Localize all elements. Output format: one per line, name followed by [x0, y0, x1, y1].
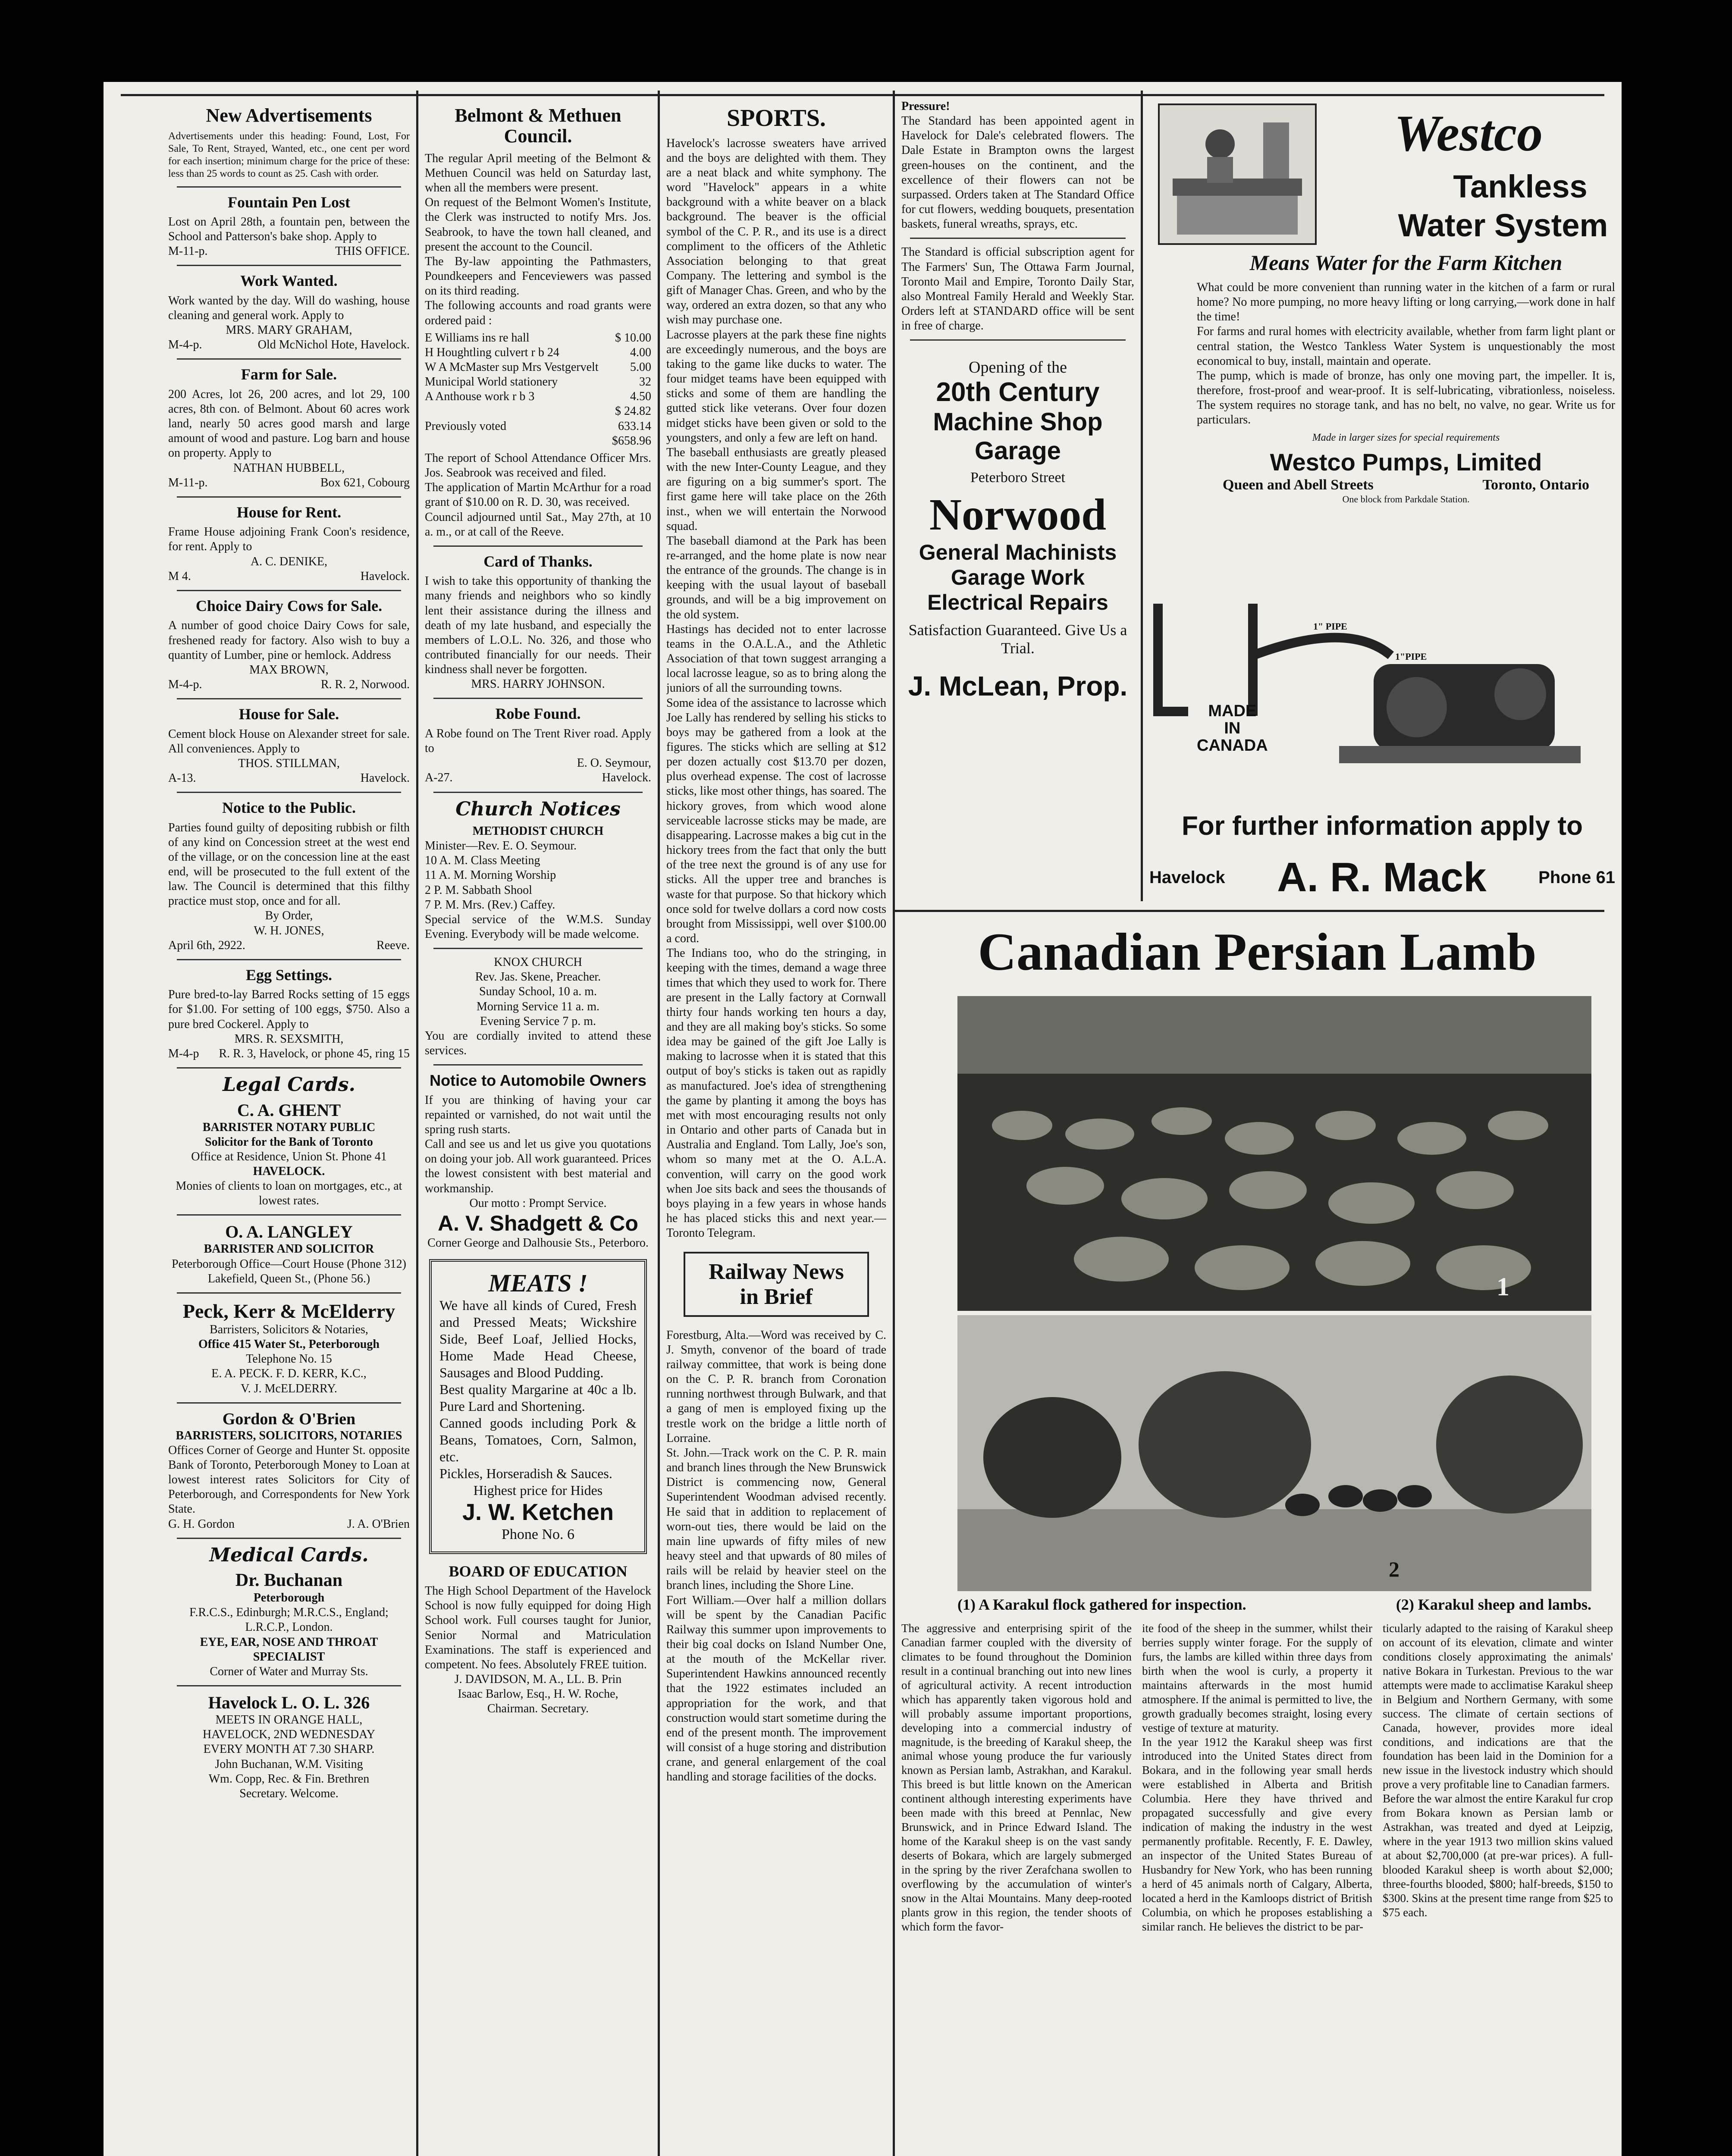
egg-title: Egg Settings.	[245, 966, 333, 984]
section-rule	[893, 910, 1604, 912]
card-line: Office at Residence, Union St. Phone 41	[191, 1150, 387, 1163]
langley-card	[168, 1222, 410, 1286]
account-row: H Houghtling culvert r b 24 4.00	[425, 345, 651, 359]
card-line: Lakefield, Queen St., (Phone 56.)	[207, 1272, 370, 1285]
garage-line: Peterboro Street	[970, 470, 1065, 486]
card-line: Offices Corner of George and Hunter St. opposite Bank of Toronto, Peterborough Money to Loan at lowest interest rates Solicitors for City of Peterborough, and Correspondents for New York State.	[168, 1443, 410, 1516]
meats-text: Pickles, Horseradish & Sauces.	[439, 1466, 612, 1482]
garage-line: Garage	[975, 437, 1061, 465]
new-ads-text: Advertisements under this heading: Found, Lost, For Sale, To Rent, Strayed, Wanted, etc., one cent per word for each insertion; minimum charge for the price of these: less than 25 words to count as 25. Cash with order.	[168, 131, 410, 179]
ad-contact: A. C. DENIKE,	[250, 555, 328, 568]
column-rule	[416, 91, 418, 2156]
church-line: Special service of the W.M.S. Sunday Evening. Everybody will be made welcome.	[425, 912, 651, 941]
church-line: Rev. Jas. Skene, Preacher.	[475, 970, 601, 984]
ad-address: Havelock.	[602, 771, 651, 785]
robe-title: Robe Found.	[495, 705, 581, 723]
garage-ad	[901, 358, 1134, 702]
westco-brand: Westco	[1394, 104, 1543, 162]
column-sports	[666, 99, 886, 1785]
card-name: C. A. GHENT	[237, 1100, 341, 1120]
card-line: BARRISTER NOTARY PUBLIC	[202, 1120, 376, 1134]
newspaper-page	[104, 82, 1622, 2156]
church-line: Sunday School, 10 a. m.	[479, 985, 597, 999]
card-line: E. A. PECK. F. D. KERR, K.C.,	[211, 1367, 367, 1381]
meats-text: Canned goods including Pork & Beans, Tomatoes, Corn, Salmon, etc.	[439, 1415, 637, 1465]
house-rent-title: House for Rent.	[236, 503, 342, 521]
card-line: J. A. O'Brien	[347, 1517, 410, 1531]
card-line: V. J. McELDERRY.	[241, 1382, 337, 1395]
ghent-card	[168, 1100, 410, 1209]
garage-line: Electrical Repairs	[927, 590, 1108, 614]
ad-code: M-4-p.	[168, 677, 202, 691]
pump-illustration	[1149, 604, 1615, 776]
sports-text: The baseball diamond at the Park has been re-arranged, and the home plate is now near the entrance of the grounds. The change is in keeping with the usual layout of baseball grounds, and will be a big improvement on the old system.	[666, 534, 886, 621]
card-line: Peterborough Office—Court House (Phone 312)	[172, 1257, 406, 1271]
railway-news-box	[684, 1252, 869, 1316]
photo-number: 2	[1389, 1557, 1399, 1581]
egg-text: Pure bred-to-lay Barred Rocks setting of 15 eggs for $1.00. For setting of 100 eggs, $750. Also a pure bred Cockerel. Apply to	[168, 988, 410, 1031]
notice-public-title: Notice to the Public.	[222, 799, 356, 817]
railway-title: in Brief	[740, 1284, 813, 1309]
house-sale-title: House for Sale.	[238, 705, 339, 723]
council-text: The report of School Attendance Officer Mrs. Jos. Seabrook was received and filed.	[425, 451, 651, 480]
thanks-sig: MRS. HARRY JOHNSON.	[471, 677, 605, 691]
westco-address: Queen and Abell Streets	[1223, 476, 1374, 493]
column-rule	[1141, 91, 1143, 901]
work-wanted-title: Work Wanted.	[240, 272, 338, 290]
sports-text: The baseball enthusiasts are greatly pleased with the new Inter-County League, and they are figuring on a big summer's sport. The first game here will take place on the 26th inst., when we will entertain the Norwood squad.	[666, 445, 886, 533]
house-rent-ad	[168, 504, 410, 584]
westco-tagline: Means Water for the Farm Kitchen	[1249, 251, 1563, 275]
westco-small: Made in larger sizes for special requirements	[1312, 432, 1500, 443]
westco-further: For further information apply to	[1182, 811, 1583, 841]
card-line: Solicitor for the Bank of Toronto	[205, 1135, 373, 1149]
accounts-list	[425, 331, 651, 448]
meats-text: We have all kinds of Cured, Fresh and Pressed Meats; Wickshire Side, Beef Loaf, Jellied Hocks, Home Made Head Cheese, Sausages and Blood Pudding.	[439, 1297, 637, 1380]
karakul-lambs-photo	[957, 1315, 1591, 1591]
buchanan-card	[168, 1570, 410, 1679]
garage-line: Opening of the	[969, 358, 1067, 377]
made-in-canada: CANADA	[1197, 736, 1268, 755]
church-notices-title: Church Notices	[455, 798, 621, 820]
board-sig: Isaac Barlow, Esq., H. W. Roche,	[458, 1687, 618, 1701]
account-row: W A McMaster sup Mrs Vestgervelt 5.00	[425, 360, 651, 374]
card-line: Corner of Water and Murray Sts.	[210, 1664, 368, 1678]
ad-code: M-4-p.	[168, 338, 202, 352]
auto-notice-text: Call and see us and let us give you quotations on doing your job. All work guaranteed. Prices the lowest consistent with best material and workmanship.	[425, 1138, 651, 1195]
auto-address: Corner George and Dalhousie Sts., Peterboro.	[427, 1236, 649, 1250]
account-row: $ 24.82	[615, 404, 651, 418]
council-text: The By-law appointing the Pathmasters, Poundkeepers and Fenceviewers was passed on its third reading.	[425, 254, 651, 298]
card-line: Barristers, Solicitors & Notaries,	[210, 1322, 368, 1336]
ad-address: Box 621, Cobourg	[320, 476, 410, 489]
ad-contact: NATHAN HUBBELL,	[233, 461, 345, 475]
church-line: 2 P. M. Sabbath Shool	[425, 883, 532, 897]
garage-line: Machine Shop	[933, 408, 1103, 436]
kitchen-illustration	[1158, 103, 1317, 245]
card-line: G. H. Gordon	[168, 1517, 235, 1531]
gordon-card	[168, 1410, 410, 1532]
ad-code: M-11-p.	[168, 244, 208, 258]
card-line: Wm. Copp, Rec. & Fin. Brethren	[208, 1772, 370, 1786]
sports-text: Some idea of the assistance to lacrosse which Joe Lally has rendered by selling his sticks to boys may be gathered from a look at the figures. The sticks which are selling at $12 per dozen actually cost $13.70 per dozen, plus overhead expense. The cost of lacrosse sticks, like most other things, has soared. The hickory groves, from which wood alone serviceable lacrosse sticks may be made, are disappearing. Lacrosse makes a big cut in the hickory trees from the fact that only the butt of the tree next the ground is of any use for sticks. All the upper tree and branches is waste for that purpose. So that hickory which once sold for twelve dollars a cord now costs brought from Mississippi, well over $100.00 a cord.	[666, 696, 886, 946]
westco-address: Toronto, Ontario	[1482, 476, 1589, 493]
ad-address: Old McNichol Hote, Havelock.	[257, 338, 410, 352]
meats-text: Best quality Margarine at 40c a lb. Pure Lard and Shortening.	[439, 1381, 637, 1414]
ad-address: Havelock.	[360, 771, 410, 785]
council-text: The following accounts and road grants were ordered paid :	[425, 299, 651, 327]
sports-title: SPORTS.	[727, 105, 826, 132]
dairy-cows-text: A number of good choice Dairy Cows for sale, freshened ready for factory. Also wish to buy a quantity of Lumber, pine or hemlock. Address	[168, 619, 410, 662]
card-name: O. A. LANGLEY	[225, 1222, 353, 1242]
robe-text: A Robe found on The Trent River road. Apply to	[425, 727, 651, 755]
ad-code: M-4-p	[168, 1047, 199, 1060]
ad-address: Havelock.	[360, 569, 410, 583]
council-text: On request of the Belmont Women's Institute, the Clerk was instructed to notify Mrs. Jos. Seabrook, to have the town hall cleaned, and present the account to the Council.	[425, 196, 651, 254]
card-line: BARRISTER AND SOLICITOR	[204, 1242, 374, 1256]
karakul-flock-photo	[957, 996, 1591, 1311]
sports-text: Havelock's lacrosse sweaters have arrived and the boys are delighted with them. They are a neat black and white symphony. The word "Havelock" appears in a white background with a white beaver on a black background. The beaver is the official symbol of the C. P. R., and its use is a direct compliment to the officers of the Athletic Association belonging to that great Company. The lettering and symbol is the gift of Manager Chas. Green, and who by the way, ordered an extra dozen, so that any who wish may purchase one.	[666, 136, 886, 327]
farm-sale-text: 200 Acres, lot 26, 200 acres, and lot 29, 100 acres, 8th con. of Belmont. About 60 acres work land, nearly 50 acres good marsh and large amount of wood and pasture. Log barn and house on property. Apply to	[168, 387, 410, 460]
railway-title: Railway News	[709, 1260, 844, 1285]
ad-contact: MRS. R. SEXSMITH,	[234, 1032, 344, 1046]
standard-notice: The Standard has been appointed agent in Havelock for Dale's celebrated flowers. The Dale Estate in Brampton owns the largest green-houses on the continent, and the excellence of their flowers can not be surpassed. Orders taken at The Standard Office for cut flowers, wedding bouquets, presentation baskets, funeral wreaths, sprays, etc.	[901, 114, 1134, 231]
auto-firm: A. V. Shadgett & Co	[438, 1211, 638, 1235]
council-title: Belmont & Methuen Council.	[455, 105, 621, 147]
board-text: The High School Department of the Havelock School is now fully equipped for doing High School work. Full courses taught for Junior, Senior Normal and Matriculation Examinations. The staff is experienced and competent. No fees. Absolutely FREE tuition.	[425, 1584, 651, 1671]
board-sig: Chairman. Secretary.	[487, 1702, 589, 1716]
made-in-canada: IN	[1224, 719, 1241, 737]
church-line: 10 A. M. Class Meeting	[425, 854, 540, 868]
ad-code: M-11-p.	[168, 476, 208, 489]
card-line: Telephone No. 15	[246, 1352, 332, 1366]
meats-firm: J. W. Ketchen	[462, 1499, 614, 1526]
new-ads	[168, 105, 410, 180]
westco-company: Westco Pumps, Limited	[1270, 448, 1542, 476]
account-row: $658.96	[612, 434, 651, 448]
work-wanted-ad	[168, 272, 410, 352]
egg-ad	[168, 966, 410, 1061]
standard-notice: The Standard is official subscription agent for The Farmers' Sun, The Ottawa Farm Journal, Toronto Mail and Empire, Toronto Daily Star, also Montreal Family Herald and Weekly Star. Orders left at STANDARD office will be sent in free of charge.	[901, 245, 1134, 333]
council-text: Council adjourned until Sat., May 27th, at 10 a. m., or at call of the Reeve.	[425, 510, 651, 539]
lamb-text: ticularly adapted to the raising of Karakul sheep on account of its elevation, climate and winter conditions closely approximating the animals' native Bokara in Turkestan. Previous to the war attempts were made to acclimatise Karakul sheep in Belgium and Northern Germany, with some success. The climate of certain sections of Canada, however, provides more ideal conditions, and indications are that the foundation has been laid in the Dominion for a new issue in the livestock industry which should prove a very profitable line to Canadian farmers. Before the war almost the entire Karakul fur crop from Bokara known as Persian lamb or Astrakhan, was treated and dyed at Leipzig, where in the year 1913 two million skins valued at about $2,700,000 (at pre-war prices). A full-blooded Karakul sheep is worth about $2,000; three-fourths blooded, $800; half-breeds, $150 to $300. Skins at the present time range from $25 to $75 each.	[1383, 1622, 1613, 1919]
column-notices	[901, 99, 1134, 702]
westco-text: What could be more convenient than running water in the kitchen of a farm or rural home? No more pumping, no more heavy lifting or long carrying,—work done in half the time!	[1197, 281, 1615, 324]
meats-ad	[429, 1259, 647, 1554]
agent-town: Havelock	[1149, 868, 1225, 887]
ad-address: R. R. 3, Havelock, or phone 45, ring 15	[219, 1047, 410, 1060]
pipe-label: 1"PIPE	[1395, 651, 1427, 662]
church-line: Evening Service 7 p. m.	[480, 1014, 596, 1028]
church-line: You are cordially invited to attend these services.	[425, 1029, 651, 1058]
railway-text: Forestburg, Alta.—Word was received by C. J. Smyth, convenor of the board of trade railway committee, that work is being done on the C. P. R. branch from Coronation running northwest through Bulwark, and that a gang of men is employed fixing up the trestle work on the bridge a little north of Lorraine.	[666, 1328, 886, 1445]
council-text: The regular April meeting of the Belmont & Methuen Council was held on Saturday last, when all the members were present.	[425, 151, 651, 195]
new-ads-title: New Advertisements	[206, 105, 372, 126]
westco-headline: Water System	[1398, 207, 1608, 243]
ad-contact: MAX BROWN,	[249, 663, 329, 677]
ad-code: A-27.	[425, 771, 453, 785]
notice-public-text: Parties found guilty of depositing rubbish or filth of any kind on Concession street at the west end of the village, or on the concession line at the east end, will be prosecuted to the full extent of the law. The Council is determined that this filthy practice must stop, once and for all.	[168, 821, 410, 908]
card-line: MEETS IN ORANGE HALL,	[215, 1713, 363, 1727]
garage-line: General Machinists	[919, 540, 1117, 564]
meats-title: MEATS !	[488, 1269, 588, 1297]
photo-caption: (2) Karakul sheep and lambs.	[1396, 1596, 1591, 1613]
persian-lamb-article	[901, 923, 1613, 2156]
ad-address: R. R. 2, Norwood.	[320, 677, 410, 691]
ad-code: A-13.	[168, 771, 196, 785]
council-text: The application of Martin McArthur for a road grant of $10.00 on R. D. 30, was received.	[425, 481, 651, 509]
ad-contact: THOS. STILLMAN,	[238, 756, 340, 770]
board-sig: J. DAVIDSON, M. A., LL. B. Prin	[454, 1673, 622, 1686]
church-name: KNOX CHURCH	[494, 956, 582, 969]
dairy-cows-ad	[168, 597, 410, 692]
lamb-title: Canadian Persian Lamb	[978, 923, 1537, 981]
westco-text: For farms and rural homes with electricity available, whether from farm light plant or central station, the Westco Tankless Water System is unquestionably the most economical to buy, install, maintain and operate.	[1197, 325, 1615, 368]
card-name: Peck, Kerr & McElderry	[182, 1300, 395, 1322]
farm-sale-ad	[168, 366, 410, 490]
card-name: Dr. Buchanan	[235, 1570, 343, 1591]
westco-ad	[1149, 99, 1615, 901]
made-in-canada: MADE	[1208, 702, 1257, 720]
column-council	[425, 99, 651, 1716]
garage-line: 20th Century	[936, 377, 1100, 407]
agent-name: A. R. Mack	[1277, 854, 1487, 900]
lamb-text: ite food of the sheep in the summer, whilst their berries supply winter forage. For the supply of furs, the lambs are killed within three days from birth when the wool is curly, a property it maintains afterwards in the most humid atmosphere. If the animal is permitted to live, the growth gradually becomes straight, losing every vestige of texture at maturity. In the year 1912 the Karakul sheep was first introduced into the United States direct from Bokara, and in the following year small herds were established in Alberta and British Columbia. Here they have thrived and propagated successfully and give every indication of making the industry in the west permanently profitable. Recently, F. E. Dawley, an inspector of the United States Bureau of Husbandry for New York, who has been running a herd of 45 animals north of Calgary, Alberta, located a herd in the Kamloops district of British Columbia, on which he proposes establishing a similar ranch. He believes the district to be par-	[1142, 1622, 1372, 1933]
column-classifieds	[168, 99, 410, 1807]
farm-sale-title: Farm for Sale.	[241, 366, 337, 383]
westco-headline: Tankless	[1453, 169, 1588, 204]
card-line: EYE, EAR, NOSE AND THROAT SPECIALIST	[200, 1635, 378, 1664]
photo-number: 1	[1497, 1272, 1509, 1301]
top-rule	[121, 94, 1604, 96]
church-line: 7 P. M. Mrs. (Rev.) Caffey.	[425, 898, 555, 912]
card-line: John Buchanan, W.M. Visiting	[215, 1757, 363, 1771]
pen-lost-ad	[168, 194, 410, 259]
church-line: Morning Service 11 a. m.	[476, 1000, 600, 1013]
notice-public	[168, 799, 410, 953]
card-line: Peterborough	[253, 1591, 325, 1605]
card-line: HAVELOCK.	[253, 1164, 325, 1178]
garage-line: Satisfaction Guaranteed. Give Us a Trial.	[908, 621, 1127, 657]
card-name: Gordon & O'Brien	[222, 1410, 356, 1428]
board-title: BOARD OF EDUCATION	[449, 1562, 628, 1580]
railway-text: St. John.—Track work on the C. P. R. main and branch lines through the New Brunswick District is commencing now, General Superintendent Woodman advised recently. He said that in addition to replacement of worn-out ties, there would be laid on the main line upwards of fifty miles of new heavy steel and that upwards of 80 miles of rails will be relaid by heavier steel on the branch lines, including the Shore Line.	[666, 1446, 886, 1592]
photo-caption: (1) A Karakul flock gathered for inspection.	[957, 1596, 1246, 1613]
account-row: Previously voted 633.14	[425, 419, 651, 433]
church-name: METHODIST CHURCH	[472, 824, 604, 838]
auto-motto: Our motto : Prompt Service.	[469, 1196, 607, 1210]
meats-text: Highest price for Hides	[473, 1482, 603, 1498]
railway-text: Fort William.—Over half a million dollars will be spent by the Canadian Pacific Railway this summer upon improvements to their big coal docks on Island Number One, at the mouth of the McKellar river. Superintendent Hawkins announced recently that the 1922 estimates included an appropriation for the work, and that construction would start sometime during the end of the present month. The improvement will consist of a huge storing and distribution crane, and general enlargement of the coal handling and storage facilities of the docks.	[666, 1593, 886, 1784]
pressure-title: Pressure!	[901, 100, 950, 113]
card-line: BARRISTERS, SOLICITORS, NOTARIES	[176, 1429, 402, 1442]
card-line: Monies of clients to loan on mortgages, etc., at lowest rates.	[176, 1179, 402, 1208]
notice-sig: Reeve.	[377, 938, 410, 952]
ad-code: M 4.	[168, 569, 191, 583]
work-wanted-text: Work wanted by the day. Will do washing, house cleaning and general work. Apply to	[168, 294, 410, 322]
auto-notice-title: Notice to Automobile Owners	[430, 1072, 646, 1090]
auto-notice-text: If you are thinking of having your car repainted or varnished, do not wait until the spring rush starts.	[425, 1093, 651, 1136]
garage-town: Norwood	[929, 490, 1107, 540]
card-line: EVERY MONTH AT 7.30 SHARP.	[203, 1742, 375, 1756]
house-sale-ad	[168, 705, 410, 786]
medical-cards-title: Medical Cards.	[209, 1544, 369, 1566]
house-sale-text: Cement block House on Alexander street for sale. All conveniences. Apply to	[168, 727, 410, 755]
agent-phone: Phone 61	[1538, 868, 1615, 887]
westco-address: One block from Parkdale Station.	[1342, 494, 1470, 505]
account-row: A Anthouse work r b 3 4.50	[425, 390, 651, 404]
house-rent-text: Frame House adjoining Frank Coon's residence, for rent. Apply to	[168, 525, 410, 554]
card-line: Secretary. Welcome.	[239, 1786, 339, 1800]
notice-sig: By Order,	[265, 909, 313, 923]
column-rule	[893, 91, 895, 2156]
meats-phone: Phone No. 6	[501, 1526, 575, 1543]
sports-text: Hastings has decided not to enter lacrosse teams in the O.A.L.A., and the Athletic Association of that town suggest arranging a local lacrosse league, so as to bring along the juniors of all the surrounding towns.	[666, 622, 886, 695]
card-line: HAVELOCK, 2ND WEDNESDAY	[202, 1728, 376, 1742]
sports-text: Lacrosse players at the park these fine nights are exceedingly numerous, and the boys are taking to the game like ducks to water. The four midget teams have been equipped with sticks and some of them are handling the gutted stick like veterans. Over four dozen midget sticks have been given or sold to the youngsters, and only a few are left on hand.	[666, 328, 886, 445]
church-line: Minister—Rev. E. O. Seymour.	[425, 839, 577, 853]
column-rule	[658, 91, 660, 2156]
card-line: Office 415 Water St., Peterborough	[198, 1338, 380, 1351]
garage-line: Garage Work	[951, 565, 1085, 589]
garage-proprietor: J. McLean, Prop.	[908, 670, 1128, 702]
card-line: F.R.C.S., Edinburgh; M.R.C.S., England; L.R.C.P., London.	[189, 1606, 389, 1634]
notice-sig: W. H. JONES,	[254, 924, 324, 937]
ad-contact: THIS OFFICE.	[335, 244, 410, 258]
account-row: E Williams ins re hall $ 10.00	[425, 331, 651, 345]
lol-card	[168, 1692, 410, 1801]
thanks-title: Card of Thanks.	[483, 552, 593, 570]
card-name: Havelock L. O. L. 326	[208, 1693, 370, 1713]
ad-contact: E. O. Seymour,	[577, 756, 651, 770]
church-line: 11 A. M. Morning Worship	[425, 868, 556, 882]
thanks-text: I wish to take this opportunity of thanking the many friends and neighbors who so kindly lent their assistance during the illness and death of my late husband, and especially the members of L.O.L. No. 326, and those who contributed financially for our needs. Their kindness shall never be forgotten.	[425, 574, 651, 677]
westco-text: The pump, which is made of bronze, has only one moving part, the impeller. It is, therefore, frost-proof and wear-proof. It is self-lubricating, vibrationless, noiseless. The system requires no storage tank, and has no belt, no valve, no gear. Write us for particulars.	[1197, 369, 1615, 427]
pipe-label: 1" PIPE	[1313, 621, 1347, 632]
account-row: Municipal World stationery 32	[425, 375, 651, 389]
peck-card	[168, 1300, 410, 1396]
dairy-cows-title: Choice Dairy Cows for Sale.	[195, 597, 383, 614]
pen-lost-title: Fountain Pen Lost	[227, 193, 351, 211]
legal-cards-title: Legal Cards.	[223, 1074, 355, 1096]
pen-lost-text: Lost on April 28th, a fountain pen, between the School and Patterson's bake shop. Apply to	[168, 215, 410, 244]
ad-contact: MRS. MARY GRAHAM,	[226, 323, 352, 337]
notice-date: April 6th, 2922.	[168, 938, 245, 952]
sports-text: The Indians too, who do the stringing, in keeping with the times, demand a wage three times that which they used to work for. There are present in the Lally factory at Cornwall thirty four hands working ten hours a day, and they are all making boy's sticks. So some idea may be gained of the gift Joe Lally is making to lacrosse when it is stated that this output of boy's sticks is taken out as rapidly as manufactured. Joe's idea of strengthening the game by planting it among the boys has met with most encouraging results not only in Ontario and other parts of Canada but in Australia and England. Tom Lally, Joe's son, whom so many met at the O. A.L.A. convention, will carry on the good work when Joe sits back and sees the thousands of boys playing in a few years in whose hands he has placed sticks this and next year.—Toronto Telegram.	[666, 946, 886, 1240]
lamb-text: The aggressive and enterprising spirit of the Canadian farmer coupled with the diversity of climates to be found throughout the Dominion result in a continual branching out into new lines of agricultural activity. A recent introduction which has apparently taken vigorous hold and will probably assume important proportions, developing into a commercial industry of magnitude, is the breeding of Karakul sheep, the animal whose young produce the fur variously known as Persian lamb, Astrakhan, and Karakul. This breed is but little known on the American continent although interesting experiments have been made with this breed at Pennlac, New Brunswick, and in Prince Edward Island. The home of the Karakul sheep is on the vast sandy deserts of Bokara, which are largely submerged in the spring by the river Zerafchana swollen to overflowing by the accumulation of winter's snow in the Altai Mountains. Many deep-rooted plants grow in this region, the tender shoots of which form the favor-	[901, 1622, 1132, 1933]
